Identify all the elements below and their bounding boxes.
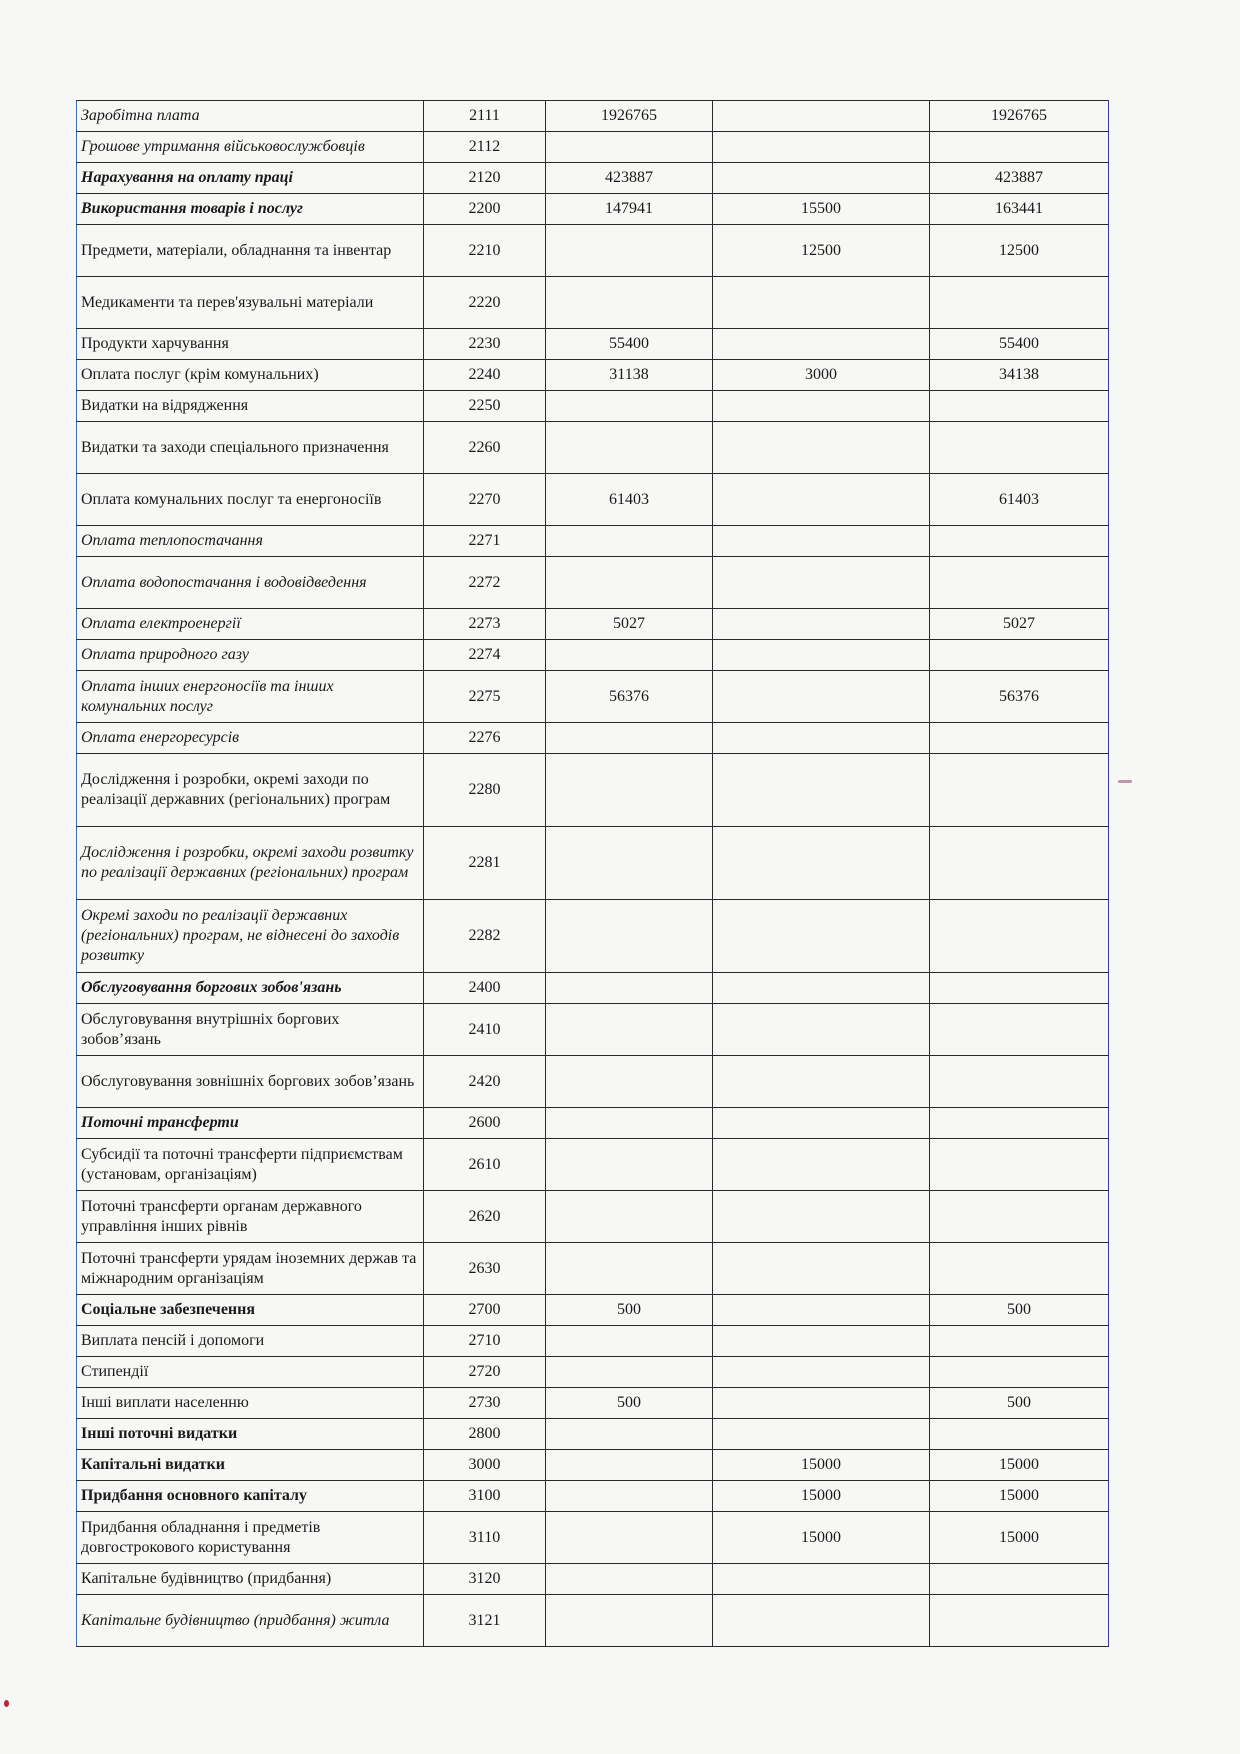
general-fund-cell bbox=[546, 1191, 713, 1243]
special-fund-cell bbox=[713, 329, 930, 360]
total-cell: 55400 bbox=[930, 329, 1109, 360]
total-cell bbox=[930, 391, 1109, 422]
general-fund-cell bbox=[546, 1326, 713, 1357]
row-code-cell: 3110 bbox=[424, 1512, 546, 1564]
table-row bbox=[77, 194, 1109, 225]
special-fund-cell bbox=[713, 1295, 930, 1326]
total-cell: 61403 bbox=[930, 474, 1109, 526]
row-code-cell: 2200 bbox=[424, 194, 546, 225]
row-code-cell: 2420 bbox=[424, 1056, 546, 1108]
general-fund-cell bbox=[546, 1108, 713, 1139]
row-name-cell: Видатки на відрядження bbox=[77, 391, 424, 422]
general-fund-cell bbox=[546, 391, 713, 422]
table-row bbox=[77, 1388, 1109, 1419]
general-fund-cell bbox=[546, 1512, 713, 1564]
total-cell: 500 bbox=[930, 1295, 1109, 1326]
general-fund-cell: 1926765 bbox=[546, 101, 713, 132]
special-fund-cell bbox=[713, 1004, 930, 1056]
table-row bbox=[77, 1595, 1109, 1647]
row-code-cell: 2600 bbox=[424, 1108, 546, 1139]
general-fund-cell bbox=[546, 1004, 713, 1056]
table-row bbox=[77, 723, 1109, 754]
row-name-cell: Медикаменти та перев'язувальні матеріали bbox=[77, 277, 424, 329]
total-cell: 163441 bbox=[930, 194, 1109, 225]
ink-smudge bbox=[1118, 780, 1132, 783]
general-fund-cell bbox=[546, 277, 713, 329]
table-row bbox=[77, 526, 1109, 557]
row-code-cell: 2260 bbox=[424, 422, 546, 474]
total-cell: 15000 bbox=[930, 1512, 1109, 1564]
table-row bbox=[77, 640, 1109, 671]
special-fund-cell bbox=[713, 1326, 930, 1357]
general-fund-cell bbox=[546, 132, 713, 163]
special-fund-cell bbox=[713, 101, 930, 132]
general-fund-cell: 61403 bbox=[546, 474, 713, 526]
total-cell bbox=[930, 557, 1109, 609]
row-code-cell: 2271 bbox=[424, 526, 546, 557]
total-cell bbox=[930, 1139, 1109, 1191]
general-fund-cell bbox=[546, 1564, 713, 1595]
total-cell bbox=[930, 1326, 1109, 1357]
table-row bbox=[77, 163, 1109, 194]
row-code-cell: 2270 bbox=[424, 474, 546, 526]
special-fund-cell bbox=[713, 827, 930, 900]
special-fund-cell: 15500 bbox=[713, 194, 930, 225]
row-code-cell: 2730 bbox=[424, 1388, 546, 1419]
row-name-cell: Капітальні видатки bbox=[77, 1450, 424, 1481]
row-name-cell: Оплата інших енергоносіїв та інших комунальних послуг bbox=[77, 671, 424, 723]
special-fund-cell: 3000 bbox=[713, 360, 930, 391]
special-fund-cell bbox=[713, 132, 930, 163]
row-name-cell: Обслуговування боргових зобов'язань bbox=[77, 973, 424, 1004]
table-row bbox=[77, 1481, 1109, 1512]
total-cell bbox=[930, 132, 1109, 163]
table-row bbox=[77, 557, 1109, 609]
special-fund-cell bbox=[713, 640, 930, 671]
total-cell bbox=[930, 1004, 1109, 1056]
special-fund-cell bbox=[713, 163, 930, 194]
total-cell bbox=[930, 422, 1109, 474]
row-name-cell: Використання товарів і послуг bbox=[77, 194, 424, 225]
total-cell: 12500 bbox=[930, 225, 1109, 277]
special-fund-cell: 15000 bbox=[713, 1512, 930, 1564]
total-cell bbox=[930, 1419, 1109, 1450]
general-fund-cell bbox=[546, 1419, 713, 1450]
row-code-cell: 2230 bbox=[424, 329, 546, 360]
general-fund-cell bbox=[546, 1139, 713, 1191]
row-name-cell: Видатки та заходи спеціального призначення bbox=[77, 422, 424, 474]
general-fund-cell: 31138 bbox=[546, 360, 713, 391]
total-cell bbox=[930, 973, 1109, 1004]
row-name-cell: Стипендії bbox=[77, 1357, 424, 1388]
total-cell bbox=[930, 1191, 1109, 1243]
special-fund-cell bbox=[713, 1191, 930, 1243]
row-code-cell: 2700 bbox=[424, 1295, 546, 1326]
total-cell bbox=[930, 1564, 1109, 1595]
row-name-cell: Оплата теплопостачання bbox=[77, 526, 424, 557]
table-row bbox=[77, 1108, 1109, 1139]
general-fund-cell: 147941 bbox=[546, 194, 713, 225]
table-row bbox=[77, 827, 1109, 900]
row-code-cell: 2276 bbox=[424, 723, 546, 754]
table-row bbox=[77, 360, 1109, 391]
general-fund-cell bbox=[546, 1056, 713, 1108]
table-row bbox=[77, 329, 1109, 360]
row-code-cell: 2274 bbox=[424, 640, 546, 671]
total-cell: 500 bbox=[930, 1388, 1109, 1419]
row-name-cell: Грошове утримання військовослужбовців bbox=[77, 132, 424, 163]
table-row bbox=[77, 1564, 1109, 1595]
table-row bbox=[77, 1295, 1109, 1326]
general-fund-cell bbox=[546, 754, 713, 827]
row-name-cell: Придбання основного капіталу bbox=[77, 1481, 424, 1512]
total-cell: 423887 bbox=[930, 163, 1109, 194]
row-code-cell: 2275 bbox=[424, 671, 546, 723]
general-fund-cell bbox=[546, 973, 713, 1004]
special-fund-cell bbox=[713, 557, 930, 609]
general-fund-cell bbox=[546, 723, 713, 754]
row-code-cell: 3000 bbox=[424, 1450, 546, 1481]
row-code-cell: 2210 bbox=[424, 225, 546, 277]
total-cell: 1926765 bbox=[930, 101, 1109, 132]
total-cell: 15000 bbox=[930, 1450, 1109, 1481]
table-row bbox=[77, 1357, 1109, 1388]
total-cell: 34138 bbox=[930, 360, 1109, 391]
total-cell bbox=[930, 1056, 1109, 1108]
table-row bbox=[77, 422, 1109, 474]
general-fund-cell bbox=[546, 827, 713, 900]
total-cell: 56376 bbox=[930, 671, 1109, 723]
general-fund-cell: 5027 bbox=[546, 609, 713, 640]
table-row bbox=[77, 609, 1109, 640]
table-row bbox=[77, 391, 1109, 422]
special-fund-cell bbox=[713, 391, 930, 422]
table-row bbox=[77, 101, 1109, 132]
general-fund-cell: 500 bbox=[546, 1388, 713, 1419]
table-body bbox=[77, 101, 1109, 1647]
general-fund-cell bbox=[546, 422, 713, 474]
special-fund-cell bbox=[713, 422, 930, 474]
row-code-cell: 2710 bbox=[424, 1326, 546, 1357]
table-row bbox=[77, 1243, 1109, 1295]
total-cell bbox=[930, 827, 1109, 900]
table-row bbox=[77, 1139, 1109, 1191]
table-row bbox=[77, 671, 1109, 723]
total-cell: 5027 bbox=[930, 609, 1109, 640]
general-fund-cell bbox=[546, 1450, 713, 1481]
general-fund-cell: 56376 bbox=[546, 671, 713, 723]
general-fund-cell: 500 bbox=[546, 1295, 713, 1326]
table-row bbox=[77, 1056, 1109, 1108]
row-name-cell: Нарахування на оплату праці bbox=[77, 163, 424, 194]
table-row bbox=[77, 277, 1109, 329]
total-cell bbox=[930, 1595, 1109, 1647]
row-name-cell: Заробітна плата bbox=[77, 101, 424, 132]
general-fund-cell bbox=[546, 640, 713, 671]
row-name-cell: Оплата енергоресурсів bbox=[77, 723, 424, 754]
special-fund-cell bbox=[713, 1419, 930, 1450]
row-name-cell: Оплата послуг (крім комунальних) bbox=[77, 360, 424, 391]
row-code-cell: 2112 bbox=[424, 132, 546, 163]
row-name-cell: Оплата електроенергії bbox=[77, 609, 424, 640]
row-code-cell: 2240 bbox=[424, 360, 546, 391]
total-cell bbox=[930, 900, 1109, 973]
table-row bbox=[77, 1450, 1109, 1481]
general-fund-cell bbox=[546, 1481, 713, 1512]
table-row bbox=[77, 1512, 1109, 1564]
special-fund-cell bbox=[713, 900, 930, 973]
budget-expenditure-table bbox=[76, 100, 1109, 1647]
special-fund-cell bbox=[713, 973, 930, 1004]
row-name-cell: Продукти харчування bbox=[77, 329, 424, 360]
row-name-cell: Предмети, матеріали, обладнання та інвентар bbox=[77, 225, 424, 277]
row-code-cell: 2273 bbox=[424, 609, 546, 640]
row-name-cell: Інші виплати населенню bbox=[77, 1388, 424, 1419]
general-fund-cell bbox=[546, 1357, 713, 1388]
table-row bbox=[77, 754, 1109, 827]
special-fund-cell bbox=[713, 474, 930, 526]
table-row bbox=[77, 132, 1109, 163]
row-name-cell: Інші поточні видатки bbox=[77, 1419, 424, 1450]
general-fund-cell bbox=[546, 1243, 713, 1295]
row-code-cell: 3100 bbox=[424, 1481, 546, 1512]
total-cell: 15000 bbox=[930, 1481, 1109, 1512]
row-code-cell: 2282 bbox=[424, 900, 546, 973]
row-name-cell: Оплата комунальних послуг та енергоносіїв bbox=[77, 474, 424, 526]
general-fund-cell bbox=[546, 225, 713, 277]
row-name-cell: Капітальне будівництво (придбання) bbox=[77, 1564, 424, 1595]
table-row bbox=[77, 1004, 1109, 1056]
row-name-cell: Обслуговування внутрішніх боргових зобов’язань bbox=[77, 1004, 424, 1056]
row-code-cell: 2800 bbox=[424, 1419, 546, 1450]
special-fund-cell bbox=[713, 277, 930, 329]
row-name-cell: Капітальне будівництво (придбання) житла bbox=[77, 1595, 424, 1647]
special-fund-cell bbox=[713, 1357, 930, 1388]
row-name-cell: Поточні трансферти органам державного управління інших рівнів bbox=[77, 1191, 424, 1243]
row-name-cell: Субсидії та поточні трансферти підприємствам (установам, організаціям) bbox=[77, 1139, 424, 1191]
table-row bbox=[77, 225, 1109, 277]
row-name-cell: Оплата водопостачання і водовідведення bbox=[77, 557, 424, 609]
total-cell bbox=[930, 640, 1109, 671]
total-cell bbox=[930, 1357, 1109, 1388]
general-fund-cell: 55400 bbox=[546, 329, 713, 360]
special-fund-cell bbox=[713, 723, 930, 754]
row-code-cell: 2281 bbox=[424, 827, 546, 900]
special-fund-cell bbox=[713, 1595, 930, 1647]
table-row bbox=[77, 474, 1109, 526]
row-name-cell: Дослідження і розробки, окремі заходи по реалізації державних (регіональних) програм bbox=[77, 754, 424, 827]
table-row bbox=[77, 1191, 1109, 1243]
row-code-cell: 2111 bbox=[424, 101, 546, 132]
row-name-cell: Окремі заходи по реалізації державних (регіональних) програм, не віднесені до заходів розвитку bbox=[77, 900, 424, 973]
special-fund-cell bbox=[713, 1139, 930, 1191]
row-name-cell: Соціальне забезпечення bbox=[77, 1295, 424, 1326]
special-fund-cell: 15000 bbox=[713, 1450, 930, 1481]
general-fund-cell bbox=[546, 900, 713, 973]
special-fund-cell bbox=[713, 754, 930, 827]
row-name-cell: Оплата природного газу bbox=[77, 640, 424, 671]
row-code-cell: 2630 bbox=[424, 1243, 546, 1295]
row-name-cell: Поточні трансферти урядам іноземних держав та міжнародним організаціям bbox=[77, 1243, 424, 1295]
row-name-cell: Дослідження і розробки, окремі заходи розвитку по реалізації державних (регіональних) програм bbox=[77, 827, 424, 900]
total-cell bbox=[930, 723, 1109, 754]
special-fund-cell bbox=[713, 609, 930, 640]
ink-mark bbox=[4, 1700, 9, 1707]
special-fund-cell bbox=[713, 671, 930, 723]
row-code-cell: 2410 bbox=[424, 1004, 546, 1056]
row-code-cell: 2720 bbox=[424, 1357, 546, 1388]
special-fund-cell bbox=[713, 1564, 930, 1595]
general-fund-cell: 423887 bbox=[546, 163, 713, 194]
general-fund-cell bbox=[546, 526, 713, 557]
row-code-cell: 2250 bbox=[424, 391, 546, 422]
row-code-cell: 2272 bbox=[424, 557, 546, 609]
total-cell bbox=[930, 277, 1109, 329]
row-code-cell: 2220 bbox=[424, 277, 546, 329]
general-fund-cell bbox=[546, 557, 713, 609]
row-code-cell: 3120 bbox=[424, 1564, 546, 1595]
row-code-cell: 3121 bbox=[424, 1595, 546, 1647]
row-name-cell: Придбання обладнання і предметів довгострокового користування bbox=[77, 1512, 424, 1564]
row-code-cell: 2120 bbox=[424, 163, 546, 194]
row-name-cell: Поточні трансферти bbox=[77, 1108, 424, 1139]
row-code-cell: 2400 bbox=[424, 973, 546, 1004]
total-cell bbox=[930, 754, 1109, 827]
table-row bbox=[77, 900, 1109, 973]
special-fund-cell bbox=[713, 1056, 930, 1108]
special-fund-cell: 15000 bbox=[713, 1481, 930, 1512]
special-fund-cell bbox=[713, 1108, 930, 1139]
table-row bbox=[77, 973, 1109, 1004]
table-row bbox=[77, 1419, 1109, 1450]
special-fund-cell bbox=[713, 1388, 930, 1419]
row-code-cell: 2610 bbox=[424, 1139, 546, 1191]
special-fund-cell bbox=[713, 526, 930, 557]
row-code-cell: 2620 bbox=[424, 1191, 546, 1243]
table-row bbox=[77, 1326, 1109, 1357]
row-name-cell: Обслуговування зовнішніх боргових зобов’язань bbox=[77, 1056, 424, 1108]
special-fund-cell bbox=[713, 1243, 930, 1295]
total-cell bbox=[930, 526, 1109, 557]
general-fund-cell bbox=[546, 1595, 713, 1647]
total-cell bbox=[930, 1108, 1109, 1139]
special-fund-cell: 12500 bbox=[713, 225, 930, 277]
row-code-cell: 2280 bbox=[424, 754, 546, 827]
row-name-cell: Виплата пенсій і допомоги bbox=[77, 1326, 424, 1357]
total-cell bbox=[930, 1243, 1109, 1295]
